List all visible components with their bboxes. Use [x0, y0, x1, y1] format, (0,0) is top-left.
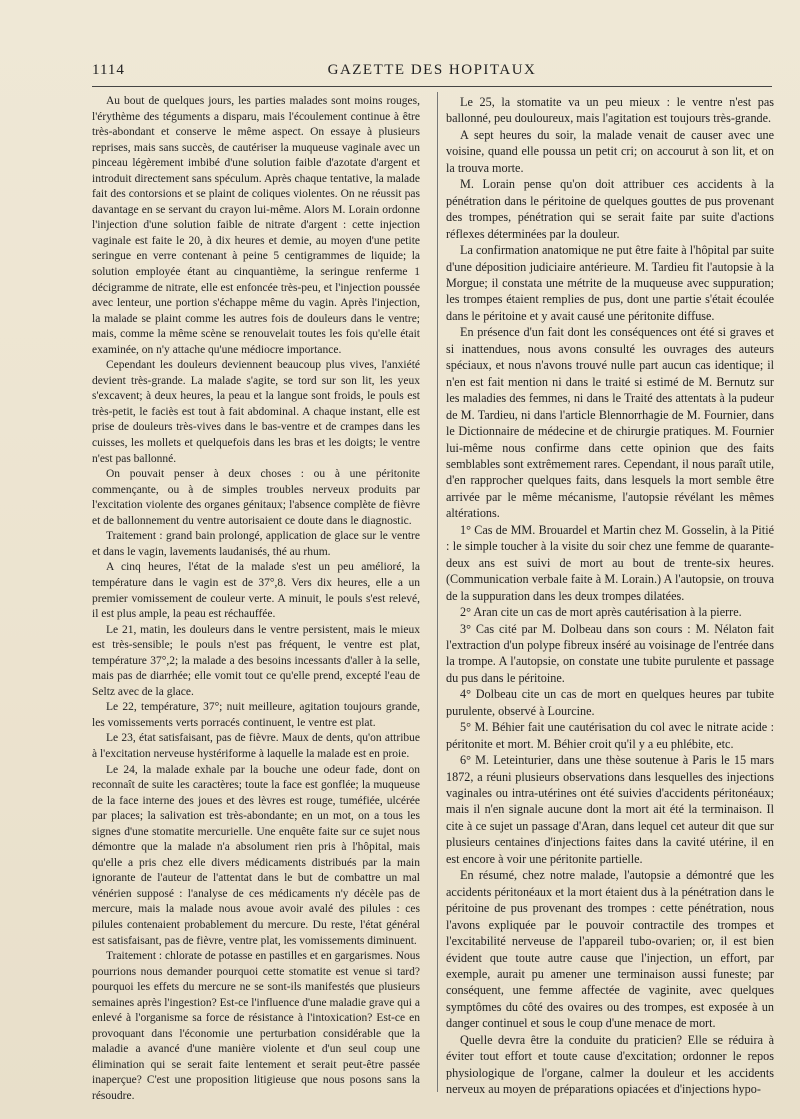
header-rule	[92, 86, 772, 87]
paragraph: Le 23, état satisfaisant, pas de fièvre. Maux de dents, qu'on attribue à l'excitation nerveuse hystériforme à laquelle la malade est en proie.	[92, 732, 420, 760]
paragraph: Traitement : grand bain prolongé, application de glace sur le ventre et dans le vagin, lavements laudanisés, thé au rhum.	[92, 530, 420, 558]
paragraph: En résumé, chez notre malade, l'autopsie a démontré que les accidents péritonéaux et la mort étaient dus à la pénétration dans le péritoine de pus provenant des trompes : cette pénétration, nous l'avons expliquée par le pouvoir contractile des trompes et l'excitabilité nerveuse de l'appareil tubo-ovarien; or, il est bien évident que toute autre cause que l'injection, un effort, par exemple, aurait pu amener une terminaison aussi funeste; par conséquent, une femme affectée de vaginite, avec quelques symptômes du côté des ovaires ou des trompes, est exposée à un danger continuel et sous le coup d'une menace de mort.	[446, 868, 774, 1031]
paragraph: Le 22, température, 37°; nuit meilleure, agitation toujours grande, les vomissements verts porracés continuent, le ventre est plat.	[92, 701, 420, 729]
paragraph: 6° M. Leteinturier, dans une thèse soutenue à Paris le 15 mars 1872, a réuni plusieurs observations dans lesquelles des injections vaginales ou intra-utérines ont été suivies d'accidents péritonéaux; mais il n'en signale aucune dont la mort ait été la terminaison. Il cite à ce sujet un passage d'Aran, dans lequel cet auteur dit que sur plusieurs centaines d'injections faites dans la cavité utérine, il en est encore à voir une péritonite partielle.	[446, 753, 774, 866]
paragraph: 1° Cas de MM. Brouardel et Martin chez M. Gosselin, à la Pitié : le simple toucher à la visite du soir chez une femme de quarante-deux ans est suivi de mort au bout de trente-six heures. (Communication verbale faite à M. Lorain.) A l'autopsie, on trouva de la suppuration dans les deux trompes dilatées.	[446, 522, 774, 603]
paragraph: A cinq heures, l'état de la malade s'est un peu amélioré, la température dans le vagin est de 37°,8. Vers dix heures, elle a un premier vomissement de couleur verte. A minuit, le pouls s'est relevé, il est plus ample, la peau est réchauffée.	[92, 561, 420, 621]
paragraph: Au bout de quelques jours, les parties malades sont moins rouges, l'érythème des téguments a disparu, mais l'écoulement continue à être très-abondant et conserve le même aspect. On essaye à plusieurs reprises, mais sans succès, de cautériser la muqueuse vaginale avec un pinceau légèrement imbibé d'une solution faible d'azotate d'argent et introduit directement sans spéculum. Après chaque tentative, la malade fait des contorsions et se plaint de coliques violentes. On ne réussit pas davantage en se servant du crayon lui-même. Alors M. Lorain ordonne l'injection d'une solution faible de nitrate d'argent : cette injection vaginale est faite le 20, à dix heures et demie, au moyen d'une petite seringue en verre contenant à peine 5 centigrammes de liquide; la solution employée étant au cinquantième, la seringue renferme 1 décigramme de nitrate, elle est enfoncée très-peu, et l'injection poussée avec lenteur, une portion s'échappe même du vagin. Après l'injection, la malade se plaint comme les autres fois de douleurs dans le ventre; mais, comme la même scène se renouvelait toutes les fois qu'elle était examinée, on n'y attache qu'une médiocre importance.	[92, 95, 420, 356]
paragraph: Le 24, la malade exhale par la bouche une odeur fade, dont on reconnaît de suite les caractères; toute la face est gonflée; la muqueuse de la face interne des joues et des lèvres est rouge, tuméfiée, ulcérée par places; la salivation est très-abondante; en un mot, on a tous les signes d'une stomatite mercurielle. Une enquête faite sur ce sujet nous démontre que la malade n'a absolument rien pris à l'hôpital, mais qu'elle a pris chez elle divers médicaments distribués par la main ignorante de l'auteur de l'attentat dans le but de combattre un mal vénérien supposé : l'analyse de ces médicaments n'y décèle pas de mercure, mais la malade nous avoue avoir avalé des pilules : ces pilules contenaient probablement du mercure. Du reste, l'état général est satisfaisant, pas de fièvre, ventre plat, les vomissements diminuent.	[92, 763, 420, 947]
column-divider	[437, 92, 438, 1092]
right-column	[446, 94, 774, 1098]
paragraph: 2° Aran cite un cas de mort après cautérisation à la pierre.	[460, 605, 742, 620]
paragraph: La confirmation anatomique ne put être faite à l'hôpital par suite d'une déposition judiciaire antérieure. M. Tardieu fit l'autopsie à la Morgue; il constata une métrite de la muqueuse avec suppuration; les trompes étaient remplies de pus, dont une partie s'était écoulée dans le péritoine et y avait causé une péritonite diffuse.	[446, 243, 774, 323]
paragraph: Traitement : chlorate de potasse en pastilles et en gargarismes. Nous pourrions nous demander pourquoi cette stomatite est venue si tard? pourquoi les effets du mercure ne se sont-ils manifestés que plusieurs semaines après l'ingestion? Est-ce l'influence d'une maladie grave qui a enlevé à l'organisme sa force de résistance à l'intoxication? Est-ce en provoquant dans l'économie une perturbation considérable que la maladie a avancé d'une manière violente et d'un seul coup une élimination qui se serait faite lentement et serait peut-être passée inaperçue? C'est une proposition litigieuse que nous posons sans la résoudre.	[92, 950, 420, 1102]
paragraph: 3° Cas cité par M. Dolbeau dans son cours : M. Nélaton fait l'extraction d'un polype fibreux inséré au voisinage de l'entrée dans la trompe. A l'autopsie, on constate une tubite purulente et passage du pus dans le péritoine.	[446, 621, 774, 685]
paragraph: Le 25, la stomatite va un peu mieux : le ventre n'est pas ballonné, peu douloureux, mais l'agitation est toujours très-grande.	[446, 95, 774, 126]
paragraph: Cependant les douleurs deviennent beaucoup plus vives, l'anxiété devient très-grande. La malade s'agite, se tord sur son lit, les yeux s'excavent; à deux heures, la peau et la langue sont froids, le pouls est très-petit, le faciès est tout à fait abdominal. A chaque instant, elle est prise de douleurs très-vives dans le bas-ventre et de crampes dans les cuisses, les mollets et quelquefois dans les bras et les doigts; le ventre n'est pas ballonné.	[92, 359, 420, 465]
paragraph: En présence d'un fait dont les conséquences ont été si graves et si inattendues, nous avons consulté les ouvrages des auteurs spéciaux, et nous n'avons trouvé nulle part aucun cas identique; il n'en est fait mention ni dans le traité si estimé de M. Bernutz sur les maladies des femmes, ni dans le Traité des attentats à la pudeur de M. Tardieu, ni dans l'article Blennorrhagie de M. Fournier, dans le Dictionnaire de médecine et de chirurgie pratiques. M. Fournier lui-même nous confirme dans cette opinion que des faits semblables sont extrêmement rares. Cependant, il nous paraît utile, d'en rapprocher quelques faits, dans lesquels la mort semble être arrivée par le même mécanisme, l'autopsie révélant les mêmes altérations.	[446, 325, 774, 521]
paragraph: Quelle devra être la conduite du praticien? Elle se réduira à éviter tout effort et toute cause d'excitation; ordonner le repos physiologique de l'organe, calmer la douleur et les accidents nerveux au moyen de préparations opiacées et d'injections hypo-	[446, 1032, 774, 1097]
page-header	[92, 62, 772, 84]
paragraph: Le 21, matin, les douleurs dans le ventre persistent, mais le mieux est très-sensible; le pouls n'est pas fréquent, le ventre est plat, température 37°,2; la malade a des besoins incessants d'aller à la selle, mais pas de diarrhée; elle vomit tout ce qu'elle prend, excepté l'eau de Seltz avec de la glace.	[92, 623, 420, 698]
paragraph: A sept heures du soir, la malade venait de causer avec une voisine, quand elle poussa un petit cri; on accourut à son lit, et on la trouva morte.	[446, 127, 774, 175]
paragraph: 5° M. Béhier fait une cautérisation du col avec le nitrate acide : péritonite et mort. M. Béhier croit qu'il y a eu phlébite, etc.	[446, 720, 774, 751]
journal-title: GAZETTE DES HOPITAUX	[327, 62, 537, 78]
paragraph: 4° Dolbeau cite un cas de mort en quelques heures par tubite purulente, observé à Lourcine.	[446, 687, 774, 718]
page-number: 1114	[92, 62, 125, 78]
paragraph: M. Lorain pense qu'on doit attribuer ces accidents à la pénétration dans le péritoine de quelques gouttes de pus provenant des trompes, pénétration qui se serait faite par suite d'actions réflexes déterminées par la douleur.	[446, 177, 774, 241]
paragraph: On pouvait penser à deux choses : ou à une péritonite commençante, ou à de simples troubles nerveux produits par l'excitation violente des organes génitaux; l'absence complète de fièvre et de ballonnement du ventre autorisaient ce doute dans le diagnostic.	[92, 468, 420, 527]
left-column	[92, 94, 420, 1105]
